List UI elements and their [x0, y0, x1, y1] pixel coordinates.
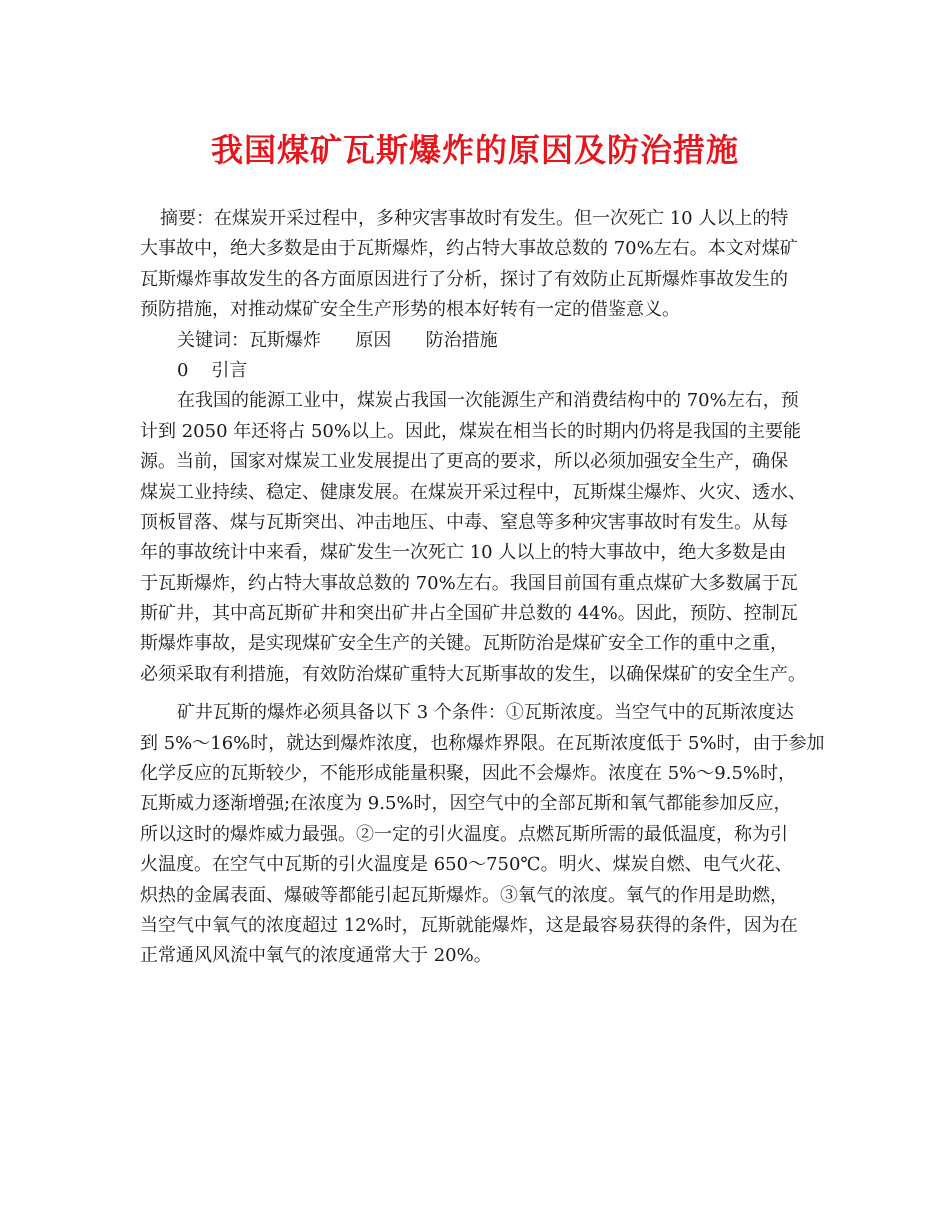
paragraph-line: 于瓦斯爆炸，约占特大事故总数的 70%左右。我国目前国有重点煤矿大多数属于瓦 — [140, 572, 798, 594]
keywords-line: 关键词：瓦斯爆炸 原因 防治措施 — [177, 329, 498, 351]
page-title: 我国煤矿瓦斯爆炸的原因及防治措施 — [210, 131, 739, 169]
abstract-line: 预防措施，对推动煤矿安全生产形势的根本好转有一定的借鉴意义。 — [140, 299, 680, 321]
paragraph-line: 瓦斯威力逐渐增强;在浓度为 9.5%时，因空气中的全部瓦斯和氧气都能参加反应， — [140, 793, 792, 815]
paragraph-line: 煤炭工业持续、稳定、健康发展。在煤炭开采过程中，瓦斯煤尘爆炸、火灾、透水、 — [140, 481, 806, 503]
section-heading: 0 引言 — [177, 359, 248, 381]
paragraph-line: 正常通风风流中氧气的浓度通常大于 20%。 — [140, 945, 492, 967]
paragraph-line: 所以这时的爆炸威力最强。②一定的引火温度。点燃瓦斯所需的最低温度，称为引 — [140, 823, 788, 845]
paragraph-line: 火温度。在空气中瓦斯的引火温度是 650～750℃。明火、煤炭自燃、电气火花、 — [140, 854, 793, 876]
paragraph-line: 源。当前，国家对煤炭工业发展提出了更高的要求，所以必须加强安全生产，确保 — [140, 451, 788, 473]
paragraph-line: 到 5%～16%时，就达到爆炸浓度，也称爆炸界限。在瓦斯浓度低于 5%时，由于参加 — [140, 732, 825, 754]
paragraph-line: 必须采取有利措施，有效防治煤矿重特大瓦斯事故的发生，以确保煤矿的安全生产。 — [140, 663, 806, 685]
paragraph-line: 矿井瓦斯的爆炸必须具备以下 3 个条件：①瓦斯浓度。当空气中的瓦斯浓度达 — [177, 702, 794, 724]
abstract-paragraph — [140, 204, 830, 326]
document-body — [140, 204, 830, 972]
paragraph-line: 炽热的金属表面、爆破等都能引起瓦斯爆炸。③氧气的浓度。氧气的作用是助燃， — [140, 884, 788, 906]
abstract-line: 摘要：在煤炭开采过程中，多种灾害事故时有发生。但一次死亡 10 人以上的特 — [160, 208, 789, 229]
abstract-line: 大事故中，绝大多数是由于瓦斯爆炸，约占特大事故总数的 70%左右。本文对煤矿 — [140, 238, 798, 260]
paragraph-line: 斯爆炸事故，是实现煤矿安全生产的关键。瓦斯防治是煤矿安全工作的重中之重， — [140, 633, 788, 655]
paragraph-line: 化学反应的瓦斯较少，不能形成能量积聚，因此不会爆炸。浓度在 5%～9.5%时， — [140, 763, 797, 785]
paragraph-line: 年的事故统计中来看，煤矿发生一次死亡 10 人以上的特大事故中，绝大多数是由 — [140, 542, 787, 564]
paragraph-line: 当空气中氧气的浓度超过 12%时，瓦斯就能爆炸，这是最容易获得的条件，因为在 — [140, 914, 798, 936]
paragraph-line: 斯矿井，其中高瓦斯矿井和突出矿井占全国矿井总数的 44%。因此，预防、控制瓦 — [140, 603, 798, 625]
paragraph-line: 顶板冒落、煤与瓦斯突出、冲击地压、中毒、窒息等多种灾害事故时有发生。从每 — [140, 511, 788, 533]
intro-paragraph — [140, 386, 830, 690]
paragraph-gap — [140, 690, 830, 698]
paragraph-line: 计到 2050 年还将占 50%以上。因此，煤炭在相当长的时期内仍将是我国的主要能 — [140, 420, 801, 442]
paragraph-line: 在我国的能源工业中，煤炭占我国一次能源生产和消费结构中的 70%左右，预 — [177, 390, 799, 412]
conditions-paragraph — [140, 698, 830, 972]
abstract-line: 瓦斯爆炸事故发生的各方面原因进行了分析，探讨了有效防止瓦斯爆炸事故发生的 — [140, 268, 788, 290]
